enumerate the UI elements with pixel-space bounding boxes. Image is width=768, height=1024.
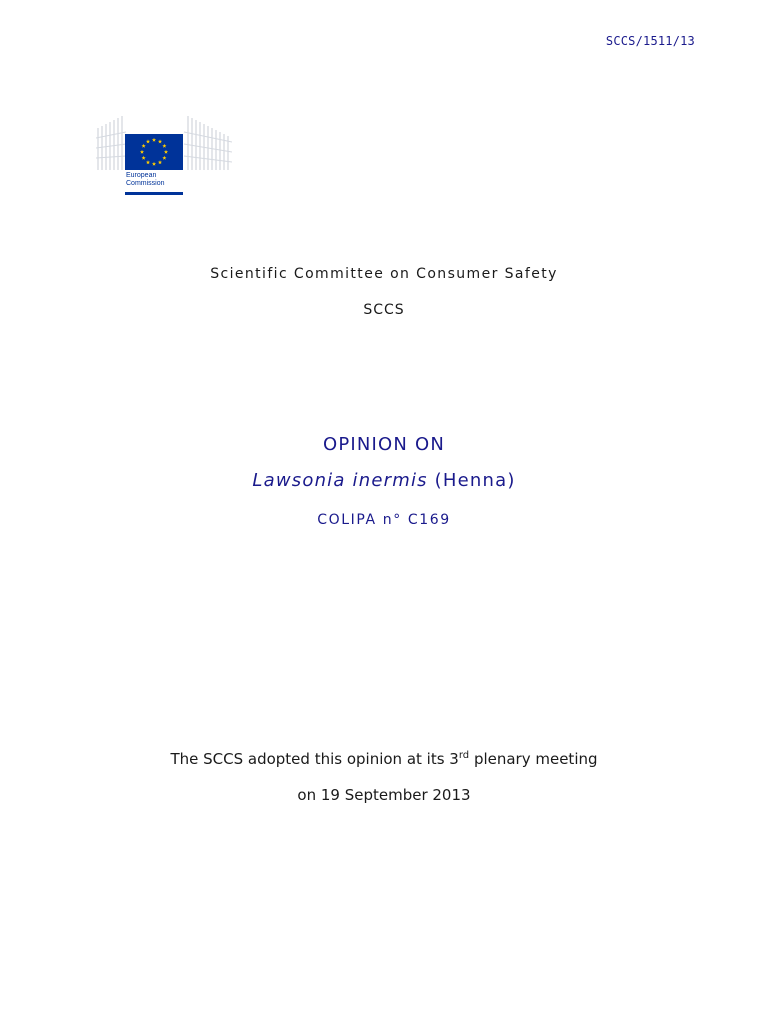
committee-name: Scientific Committee on Consumer Safety <box>210 266 558 282</box>
adoption-statement <box>0 750 768 768</box>
opinion-heading: OPINION ON <box>322 434 446 455</box>
logo-label-line1: European <box>126 172 157 179</box>
european-commission-logo <box>96 108 232 200</box>
adoption-text-before: The SCCS adopted this opinion at its 3 <box>170 750 459 768</box>
adoption-date: on 19 September 2013 <box>297 786 471 804</box>
ordinal-suffix: rd <box>458 750 470 761</box>
colipa-number: COLIPA n° C169 <box>317 512 451 528</box>
document-reference: SCCS/1511/13 <box>605 34 695 48</box>
logo-label-line2: Commission <box>126 180 165 187</box>
adoption-text-after: plenary meeting <box>473 750 598 768</box>
subject-common-name: (Henna) <box>434 470 516 491</box>
subject-latin-name: Lawsonia inermis <box>252 470 428 491</box>
logo-label <box>126 172 165 188</box>
opinion-subject <box>0 470 768 491</box>
committee-acronym: SCCS <box>363 302 405 318</box>
